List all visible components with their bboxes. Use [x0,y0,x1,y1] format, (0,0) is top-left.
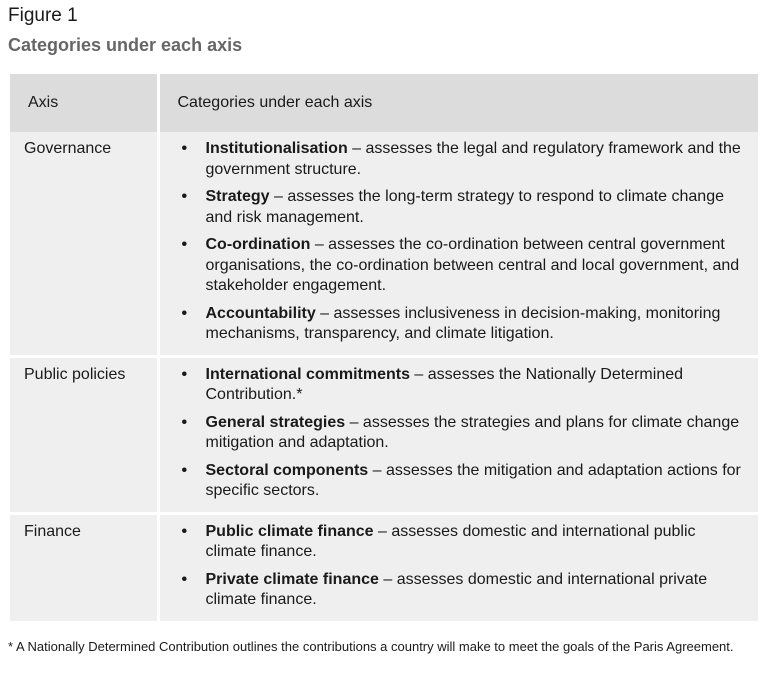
header-categories: Categories under each axis [158,74,758,132]
axis-finance: Finance [10,513,158,621]
category-term: Institutionalisation [205,140,348,157]
list-item [160,304,749,345]
list-item [160,413,749,454]
list-item [160,139,749,180]
category-description: – assesses the Nationally Determined Contribution.* [205,365,684,403]
category-description: – assesses the strategies and plans for climate change mitigation and adaptation. [205,413,740,451]
list-item [160,235,749,297]
category-description: – assesses inclusiveness in decision-making, monitoring mechanisms, transparency, and climate litigation. [205,304,721,342]
list-item [160,365,749,406]
list-item [160,187,749,228]
categories-finance [158,513,758,621]
categories-public-policies [158,356,758,513]
category-description: – assesses the mitigation and adaptation actions for specific sectors. [205,461,741,499]
category-term: Accountability [205,304,316,322]
figure-label: Figure 1 [8,5,78,26]
bullet-icon: • [181,522,188,540]
bullet-icon: • [181,413,188,431]
list-item [160,461,749,502]
figure-title: Categories under each axis [8,35,243,55]
category-description: – assesses domestic and international private climate finance. [205,570,708,608]
bullet-icon: • [181,570,188,588]
category-term: Sectoral components [205,461,369,479]
category-description: – assesses the co-ordination between central government organisations, the co-ordination between central and local government, and stakeholder engagement. [205,236,740,294]
bullet-icon: • [181,236,188,253]
bullet-icon: • [181,461,188,479]
bullet-icon: • [181,365,188,383]
category-term: Private climate finance [205,570,379,588]
table-row [10,132,758,356]
list-item [160,570,749,611]
categories-governance [158,132,758,356]
categories-table [10,74,758,621]
category-list [160,522,749,611]
category-term: General strategies [205,413,346,431]
table-header-row [10,74,758,132]
category-term: Strategy [205,188,270,205]
list-item [160,522,749,563]
table-row [10,513,758,621]
footnote: * A Nationally Determined Contribution outlines the contributions a country will make to meet the goals of the Paris Agreement. [8,639,734,654]
table-row [10,356,758,513]
category-list [160,365,749,502]
category-term: International commitments [205,365,410,383]
header-axis: Axis [10,74,158,132]
axis-public-policies: Public policies [10,356,158,513]
bullet-icon: • [181,140,188,157]
category-term: Public climate finance [205,522,374,540]
category-description: – assesses domestic and international public climate finance. [205,522,696,560]
bullet-icon: • [181,304,188,322]
axis-governance: Governance [10,132,158,356]
category-description: – assesses the legal and regulatory framework and the government structure. [205,140,741,178]
category-description: – assesses the long-term strategy to respond to climate change and risk management. [205,188,724,226]
category-term: Co-ordination [205,236,311,253]
category-list [160,139,749,345]
bullet-icon: • [181,188,188,205]
